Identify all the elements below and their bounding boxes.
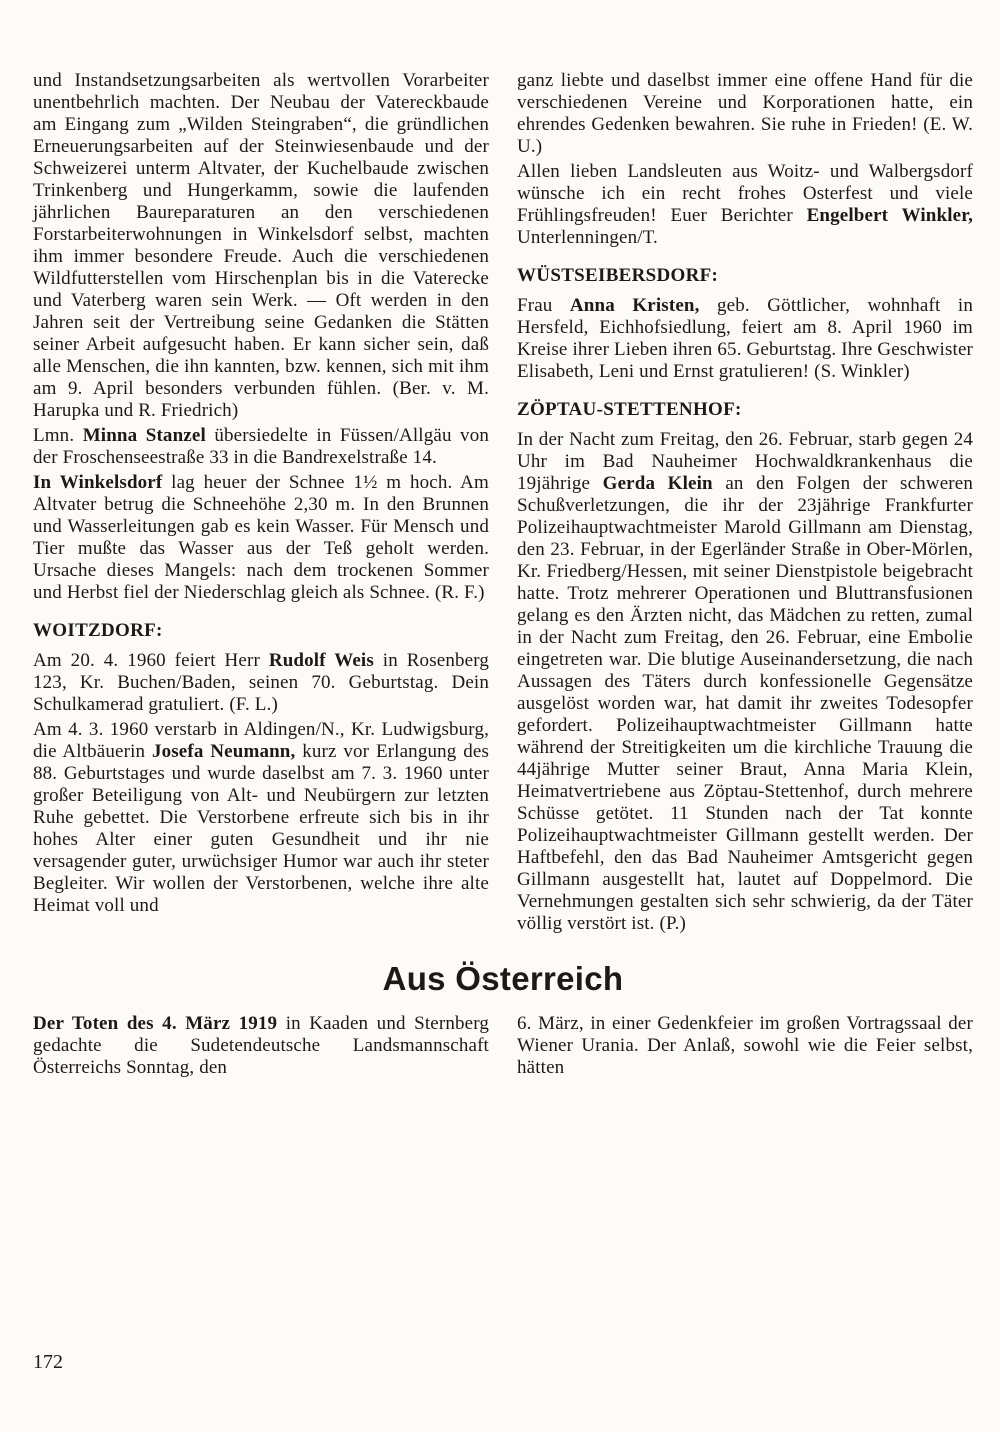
text-run: Am 4. 3. 1960 verstarb in Aldingen/N., Kr. Ludwigsburg, die Altbäuerin: [33, 719, 489, 762]
text-run: Lmn.: [33, 425, 83, 446]
column-heading: [33, 620, 489, 642]
bold-run: Der Toten des 4. März 1919: [33, 1013, 278, 1034]
text-run: kurz vor Erlangung des 88. Geburtstages und wurde daselbst am 7. 3. 1960 unter großer Beteiligung von Alt- und Neubürgern zur letzten Ruhe gebettet. Die Verstorbene erfreute sich bis in ihr hohes Alter einer guten Gesundheit und ihr nie versagender guter, urwüchsiger Humor war auch ihr steter Begleiter. Wir wollen der Verstorbenen, welche ihre alte Heimat voll und: [33, 741, 490, 916]
bold-run: Josefa Neumann,: [151, 741, 296, 762]
section-columns: [33, 1013, 973, 1079]
bold-run: Rudolf Weis: [268, 650, 374, 671]
text-run: Allen lieben Landsleuten aus Woitz- und Walbergsdorf wünsche ich ein recht frohes Osterfest und viele Frühlingsfreuden! Euer Berichter: [517, 161, 973, 226]
main-columns: [33, 70, 973, 935]
paragraph: [517, 1013, 973, 1079]
text-run: an den Folgen der schweren Schußverletzungen, die ihr der 23jährige Frankfurter Polizeihauptwachtmeister Marold Gillmann am Dienstag, den 23. Februar, in der Egerländer Straße in Ober-Mörlen, Kr. Friedberg/Hessen, mit seiner Dienstpistole beigebracht hatte. Trotz mehrerer Operationen und Bluttransfusionen gelang es den Ärzten nicht, das Mädchen zu retten, zumal in der Nacht zum Freitag, den 26. Februar, eine Embolie eingetreten war. Die blutige Auseinandersetzung, die nach Aussagen des Täters durch konfessionelle Gegensätze ausgelöst worden war, hat damit ihr zweites Todesopfer gefordert. Polizeihauptwachtmeister Gillmann hatte während der Streitigkeiten um die kirchliche Trauung die 44jährige Mutter seiner Braut, Anna Maria Klein, Heimatvertriebene aus Zöptau-Stettenhof, durch mehrere Schüsse getötet. 11 Stunden nach der Tat konnte Polizeihauptwachtmeister Gillmann gestellt werden. Der Haftbefehl, den das Bad Nauheimer Amtsgericht gegen Gillmann ausgestellt hat, lautet auf Doppelmord. Die Vernehmungen gestalten sich sehr schwierig, da der Täter völlig verstört ist. (P.): [517, 473, 973, 934]
paragraph: [33, 650, 489, 716]
paragraph: [517, 161, 973, 249]
paragraph: [517, 429, 973, 935]
bold-run: ZÖPTAU-STETTENHOF:: [517, 399, 742, 420]
text-run: 6. März, in einer Gedenkfeier im großen Vortragssaal der Wiener Urania. Der Anlaß, sowohl wie die Feier selbst, hätten: [517, 1013, 973, 1078]
bold-run: Gerda Klein: [602, 473, 713, 494]
text-run: übersiedelte in Füssen/Allgäu von der Froschenseestraße 33 in die Bandrexelstraße 14.: [33, 425, 490, 468]
text-run: lag heuer der Schnee 1½ m hoch. Am Altvater betrug die Schneehöhe 2,30 m. In den Brunnen und Wasserleitungen gab es kein Wasser. Für Mensch und Tier mußte das Wasser aus der Teß geholt werden. Ursache dieses Mangels: nach dem trockenen Sommer und Herbst fiel der Niederschlag gleich als Schnee. (R. F.): [33, 472, 489, 603]
bold-run: Engelbert Winkler,: [806, 205, 973, 226]
bold-run: In Winkelsdorf: [33, 472, 163, 493]
section-right-column: [517, 1013, 973, 1079]
bold-run: Anna Kristen,: [569, 295, 700, 316]
text-run: Am 20. 4. 1960 feiert Herr: [33, 650, 269, 671]
paragraph: [33, 1013, 489, 1079]
paragraph: [517, 295, 973, 383]
text-run: und Instandsetzungsarbeiten als wertvollen Vorarbeiter unentbehrlich machten. Der Neubau der Vatereckbaude am Eingang zum „Wilden Steingraben“, die gründlichen Erneuerungsarbeiten auf der Steinwiesenbaude und der Schweizerei unterm Altvater, der Kuchelbaude zwischen Trinkenberg und Hungerkamm, sowie die laufenden jährlichen Baureparaturen an den verschiedenen Forstarbeiterwohnungen in Winkelsdorf selbst, machten ihm immer besondere Freude. Auch die verschiedenen Wildfutterstellen vom Hirschenplan bis in die Vaterecke und Vaterberg waren sein Werk. — Oft werden in den Jahren seit der Vertreibung seine Gedanken die Stätten seiner Arbeit aufgesucht haben. Er kann sicher sein, daß alle Menschen, die ihn kannten, bzw. kennen, sich mit ihm am 9. April besonders verbunden fühlen. (Ber. v. M. Harupka und R. Friedrich): [33, 70, 489, 421]
paragraph: [517, 70, 973, 158]
text-run: In der Nacht zum Freitag, den 26. Februar, starb gegen 24 Uhr im Bad Nauheimer Hochwaldkrankenhaus die 19jährige: [517, 429, 973, 494]
text-run: geb. Göttlicher, wohnhaft in Hersfeld, Eichhofsiedlung, feiert am 8. April 1960 im Kreise ihrer Lieben ihren 65. Geburtstag. Ihre Geschwister Elisabeth, Leni und Ernst gratulieren! (S. Winkler): [517, 295, 973, 382]
paragraph: [33, 70, 489, 422]
paragraph: [33, 719, 489, 917]
bold-run: Minna Stanzel: [82, 425, 206, 446]
text-run: Unterlenningen/T.: [517, 227, 658, 248]
column-heading: [517, 265, 973, 287]
right-column: [517, 70, 973, 935]
bold-run: WÜSTSEIBERSDORF:: [517, 265, 719, 286]
text-run: Frau: [517, 295, 570, 316]
column-heading: [517, 399, 973, 421]
left-column: [33, 70, 489, 917]
text-run: in Kaaden und Sternberg gedachte die Sudetendeutsche Landsmannschaft Österreichs Sonntag, den: [33, 1013, 489, 1078]
text-run: in Rosenberg 123, Kr. Buchen/Baden, seinen 70. Geburtstag. Dein Schulkamerad gratuliert. (F. L.): [33, 650, 489, 715]
paragraph: [33, 425, 489, 469]
paragraph: [33, 472, 489, 604]
text-run: ganz liebte und daselbst immer eine offene Hand für die verschiedenen Vereine und Korporationen hatte, ein ehrendes Gedenken bewahren. Sie ruhe in Frieden! (E. W. U.): [517, 70, 973, 157]
section-left-column: [33, 1013, 489, 1079]
bold-run: WOITZDORF:: [33, 620, 163, 641]
section-title: Aus Österreich: [382, 960, 624, 997]
page-number: 172: [33, 1351, 63, 1373]
